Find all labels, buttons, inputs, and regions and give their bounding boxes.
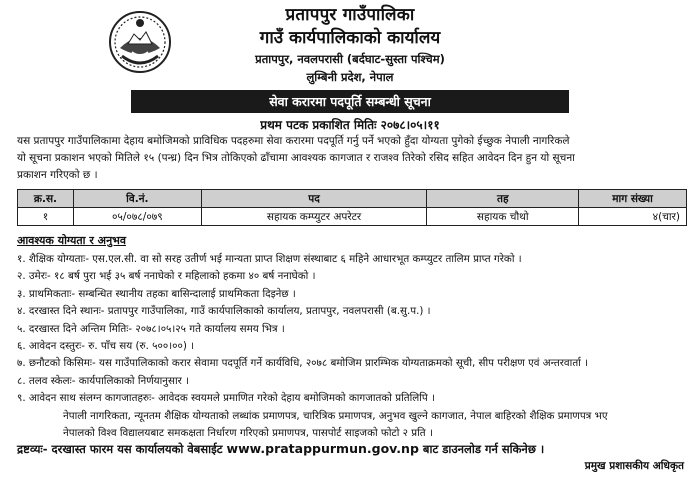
intro-paragraph <box>17 133 687 184</box>
column-header-post: पद <box>201 190 427 208</box>
list-item: ५. दरखास्त दिने अन्तिम मितिः- २०७८।०५।२५ गते कार्यालय समय भित्र । <box>17 322 285 335</box>
cell-demand-count: ४(चार) <box>579 208 687 226</box>
municipality-name: प्रतापपुर गाउँपालिका <box>285 5 415 25</box>
requirements-heading: आवश्यक योग्यता र अनुभव <box>17 234 127 247</box>
cell-ad-number: ०५/०७८/०७९ <box>73 208 201 226</box>
list-item: ९. आवेदन साथ संलग्न कागजातहरुः- आवेदक स्वयमले प्रमाणित गरेको देहाय बमोजिमको कागजातको प्रतिलिपि । <box>17 392 435 405</box>
list-item: ४. दरखास्त दिने स्थानः- प्रतापपुर गाउँपालिका, गाउँ कार्यपालिकाको कार्यालय, प्रतापपुर, नवलपरासी (ब.सु.प.) । <box>17 305 431 318</box>
office-address: प्रतापपुर, नवलपरासी (बर्दघाट-सुस्ता पश्चिम) <box>255 52 445 66</box>
note-label: द्रष्टव्यः- <box>17 442 48 456</box>
column-header-level: तह <box>427 190 579 208</box>
intro-line: प्रकाशन गरिएको छ । <box>17 169 98 181</box>
column-header-ad-number: वि.नं. <box>73 190 201 208</box>
website-link[interactable]: www.pratappurmun.gov.np <box>226 441 419 456</box>
download-note <box>17 441 544 457</box>
list-item: ६. आवेदन दस्तुरः- रु. पाँच सय (रु. ५००।००) । <box>17 340 195 353</box>
publication-date: प्रथम पटक प्रकाशित मितिः २०७८।०५।११ <box>260 118 440 132</box>
office-name: गाउँ कार्यपालिकाको कार्यालय <box>259 28 441 48</box>
list-item: ३. प्राथमिकताः- सम्बन्धित स्थानीय तहका बासिन्दालाई प्राथमिकता दिइनेछ । <box>17 287 296 300</box>
list-item-continuation: नेपाली नागरिकता, न्यूनतम शैक्षिक योग्यताको लब्धांक प्रमाणपत्र, चारित्रिक प्रमाणपत्र, अनुभव खुल्ने कागजात, नेपाल बाहिरको शैक्षिक प्रमाणपत्र भए <box>63 409 608 422</box>
notice-title-banner: सेवा करारमा पदपूर्ति सम्बन्धी सूचना <box>131 90 569 113</box>
list-item: ८. तलव स्केलः- कार्यपालिकाको निर्णयानुसार । <box>17 374 190 387</box>
column-header-serial: क्र.स. <box>18 190 74 208</box>
list-item: १. शैक्षिक योग्यताः- एस.एल.सी. वा सो सरह उतीर्ण भई मान्यता प्राप्त शिक्षण संस्थाबाट ६ महिने आधारभूत कम्प्युटर तालिम प्राप्त गरेको । <box>17 253 522 265</box>
intro-line: यस प्रतापपुर गाउँपालिकामा देहाय बमोजिमको प्राविधिक पदहरुमा सेवा करारमा पदपूर्ति गर्नु पर्ने भएकाे हुँदा योग्यता पुगेको ईच्छुक नेपाली नागरिकले <box>17 135 570 147</box>
cell-level: सहायक चौथो <box>427 208 579 226</box>
table-header-row <box>18 190 687 208</box>
list-item-continuation: नेपालको विश्व विद्यालयबाट समकक्षता निर्धारण गरिएको प्रमाणपत्र, पासपोर्ट साइजको फोटो २ प्रति । <box>63 427 433 440</box>
list-item: ७. छनौटको किसिमः- यस गाउँपालिकाको करार सेवामा पदपूर्ति गर्ने कार्यविधि, २०७८ बमोजिम प्रारम्भिक योग्यताक्रमको सूची, सीप परीक्षण एवं अन्तरवार्ता । <box>17 357 589 370</box>
note-text-end: बाट डाउनलोड गर्न सकिनेछ । <box>418 442 545 456</box>
cell-post: सहायक कम्प्युटर अपरेटर <box>201 208 427 226</box>
posts-table <box>17 189 687 226</box>
signatory-title: प्रमुख प्रशासकीय अधिकृत <box>584 460 684 472</box>
requirements-list <box>17 251 687 442</box>
intro-line: यो सूचना प्रकाशन भएको मितिले १५ (पन्ध्र) दिन भित्र तोकिएको ढाँचामा आवश्यक कागजात र राजश्व तिरेको रसिद सहित आवेदन दिन हुन यो सूचना <box>17 152 575 164</box>
column-header-demand-count: माग संख्या <box>579 190 687 208</box>
table-row <box>18 208 687 226</box>
cell-serial: १ <box>18 208 74 226</box>
note-text: दरखास्त फारम यस कार्यालयको वेबसाईट <box>47 442 227 456</box>
province-name: लुम्बिनी प्रदेश, नेपाल <box>306 70 394 84</box>
list-item: २. उमेरः- १८ बर्ष पुरा भई ३५ बर्ष ननाघेको र महिलाको हकमा ४० बर्ष ननाघेको । <box>17 270 316 283</box>
